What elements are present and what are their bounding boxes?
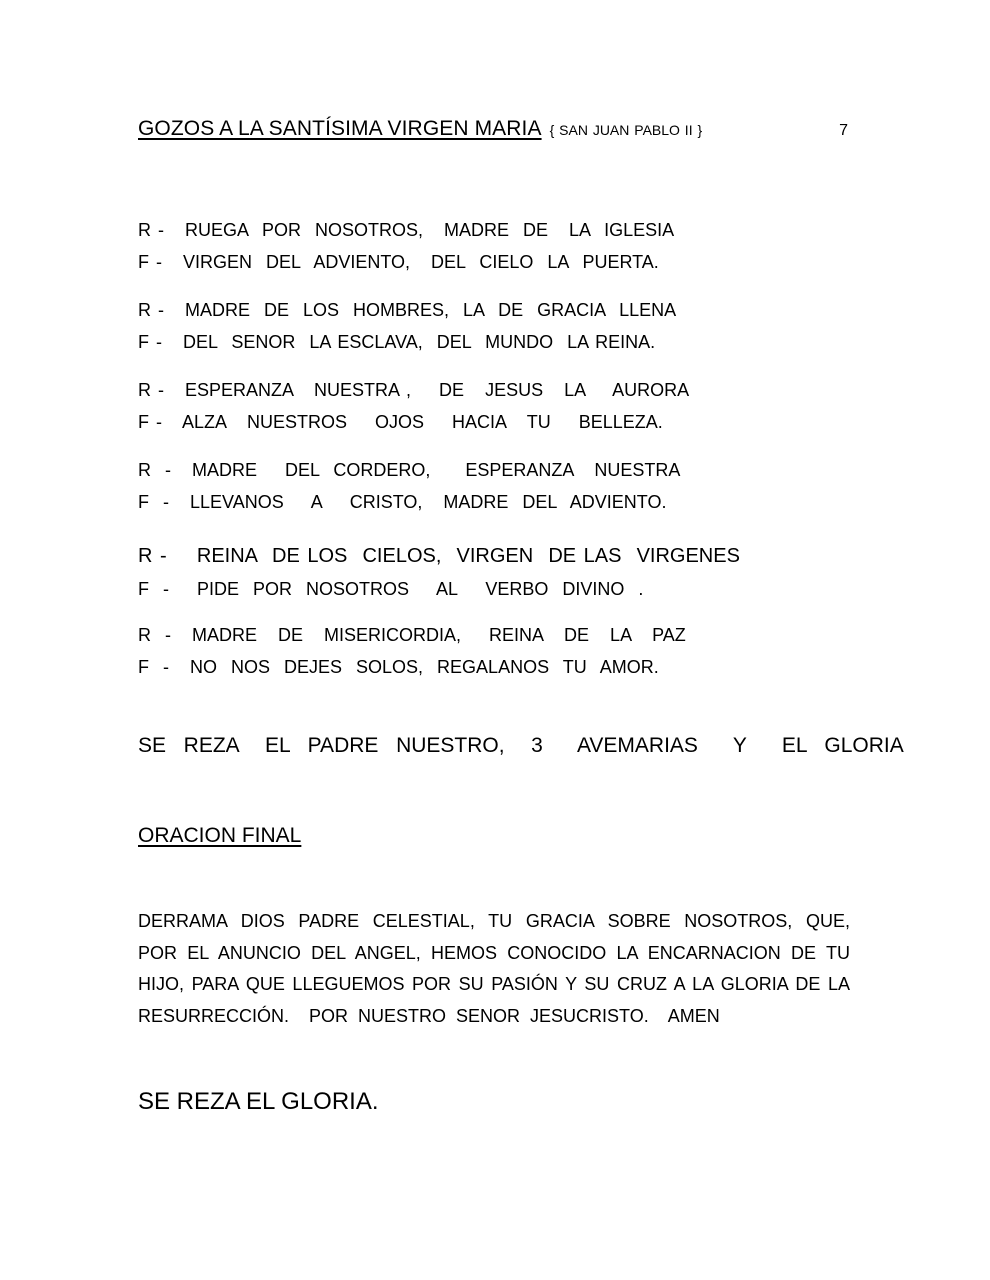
faithful-line: F - VIRGEN DEL ADVIENTO, DEL CIELO LA PUERTA. (138, 252, 659, 272)
stanza-3 (138, 374, 698, 438)
stanza-6 (138, 619, 698, 683)
verses-section (138, 214, 740, 683)
final-prayer-heading: ORACION FINAL (138, 824, 302, 847)
page-subtitle: { SAN JUAN PABLO II } (549, 122, 703, 138)
prayer-line: HIJO, PARA QUE LLEGUEMOS POR SU PASIÓN Y SU CRUZ A LA GLORIA DE LA (138, 974, 850, 994)
page-title: GOZOS A LA SANTÍSIMA VIRGEN MARIA (138, 117, 542, 140)
stanza-1 (138, 214, 698, 278)
faithful-line: F - ALZA NUESTROS OJOS HACIA TU BELLEZA. (138, 412, 663, 432)
faithful-line: F - PIDE POR NOSOTROS AL VERBO DIVINO . (138, 579, 644, 599)
response-line: R - ESPERANZA NUESTRA , DE JESUS LA AURORA (138, 380, 690, 400)
faithful-line: F - DEL SENOR LA ESCLAVA, DEL MUNDO LA REINA. (138, 332, 656, 352)
stanza-4 (138, 454, 698, 518)
response-line: R - MADRE DE MISERICORDIA, REINA DE LA PAZ (138, 625, 686, 645)
stanza-2 (138, 294, 698, 358)
faithful-line: F - NO NOS DEJES SOLOS, REGALANOS TU AMOR. (138, 657, 659, 677)
stanza-5 (138, 539, 740, 605)
response-line: R - MADRE DEL CORDERO, ESPERANZA NUESTRA (138, 460, 681, 480)
prayer-instruction: SE REZA EL PADRE NUESTRO, 3 AVEMARIAS Y EL GLORIA (138, 734, 904, 757)
page-number: 7 (839, 122, 848, 139)
prayer-line: DERRAMA DIOS PADRE CELESTIAL, TU GRACIA SOBRE NOSOTROS, QUE, (138, 911, 850, 931)
header (138, 117, 850, 147)
prayer-line: RESURRECCIÓN. POR NUESTRO SENOR JESUCRISTO. AMEN (138, 1005, 720, 1026)
faithful-line: F - LLEVANOS A CRISTO, MADRE DEL ADVIENTO. (138, 492, 667, 512)
final-prayer-text (138, 906, 850, 1032)
prayer-line: POR EL ANUNCIO DEL ANGEL, HEMOS CONOCIDO LA ENCARNACION DE TU (138, 942, 850, 963)
closing-instruction: SE REZA EL GLORIA. (138, 1088, 379, 1115)
response-line: R - RUEGA POR NOSOTROS, MADRE DE LA IGLESIA (138, 220, 675, 240)
response-line: R - REINA DE LOS CIELOS, VIRGEN DE LAS VIRGENES (138, 545, 740, 567)
response-line: R - MADRE DE LOS HOMBRES, LA DE GRACIA LLENA (138, 300, 677, 320)
